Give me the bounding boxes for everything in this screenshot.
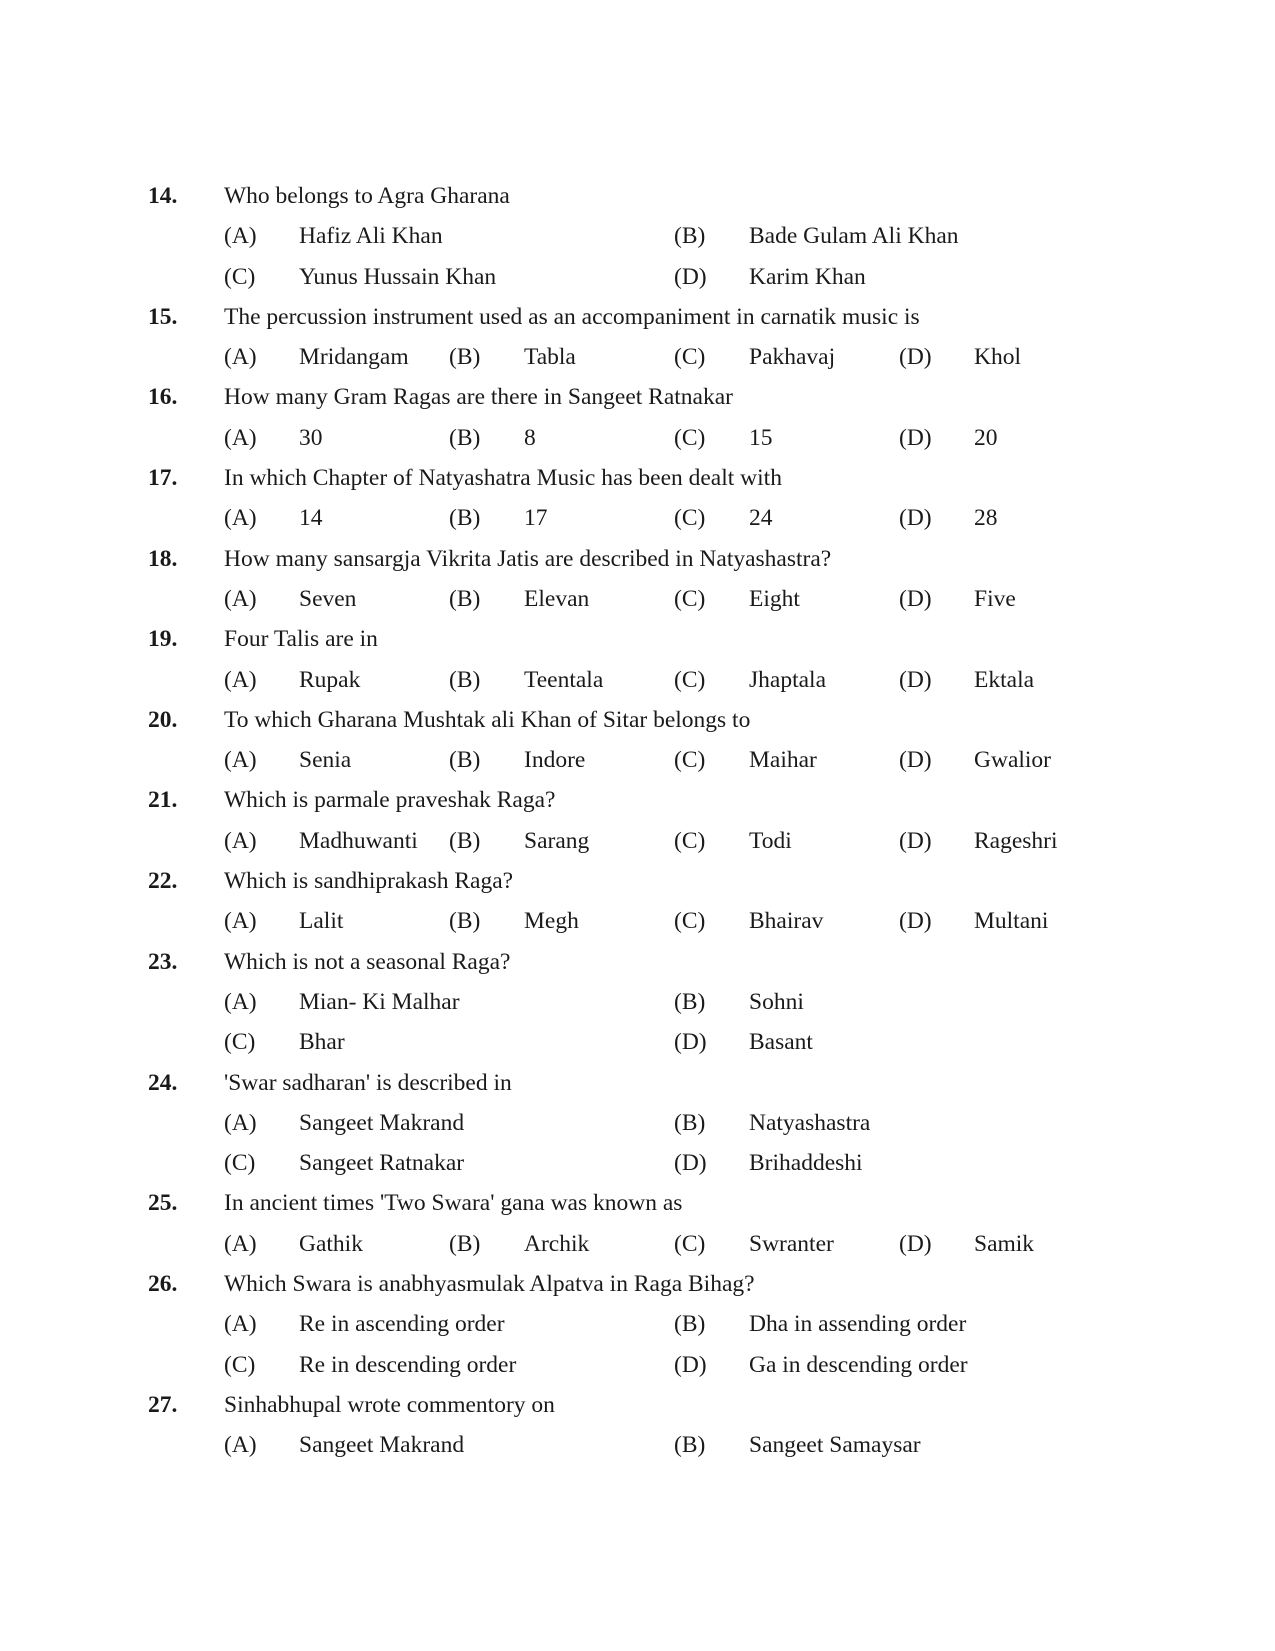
option-letter: (A) bbox=[224, 344, 257, 371]
options-row bbox=[0, 660, 1275, 700]
option-text: Todi bbox=[749, 827, 792, 854]
option-letter: (B) bbox=[449, 666, 481, 693]
option-text: 28 bbox=[974, 505, 998, 532]
option-text: Karim Khan bbox=[749, 263, 866, 290]
option-letter: (C) bbox=[224, 1351, 256, 1378]
question-text: How many sansargja Vikrita Jatis are described in Natyashastra? bbox=[224, 545, 832, 572]
option-text: Ektala bbox=[974, 666, 1035, 693]
option-letter: (C) bbox=[674, 585, 706, 612]
option-letter: (C) bbox=[224, 1029, 256, 1056]
option-text: Jhaptala bbox=[749, 666, 826, 693]
option-text: 14 bbox=[299, 505, 323, 532]
option-text: Tabla bbox=[524, 344, 576, 371]
options-row bbox=[0, 901, 1275, 941]
question-row bbox=[0, 1385, 1275, 1425]
option-letter: (B) bbox=[449, 1230, 481, 1257]
option-text: Yunus Hussain Khan bbox=[299, 263, 497, 290]
option-letter: (C) bbox=[674, 827, 706, 854]
option-letter: (D) bbox=[899, 1230, 932, 1257]
option-letter: (B) bbox=[449, 424, 481, 451]
option-letter: (A) bbox=[224, 424, 257, 451]
question-text: Four Talis are in bbox=[224, 626, 378, 653]
option-letter: (B) bbox=[449, 344, 481, 371]
option-letter: (B) bbox=[449, 747, 481, 774]
question-text: How many Gram Ragas are there in Sangeet Ratnakar bbox=[224, 384, 733, 411]
question-text: Which is sandhiprakash Raga? bbox=[224, 868, 514, 895]
question-row bbox=[0, 539, 1275, 579]
option-letter: (D) bbox=[899, 747, 932, 774]
question-number: 20. bbox=[148, 706, 178, 733]
options-row bbox=[0, 418, 1275, 458]
option-text: Five bbox=[974, 585, 1016, 612]
option-text: Madhuwanti bbox=[299, 827, 418, 854]
option-letter: (A) bbox=[224, 666, 257, 693]
question-number: 25. bbox=[148, 1190, 178, 1217]
option-text: Ga in descending order bbox=[749, 1351, 968, 1378]
option-text: Bhar bbox=[299, 1029, 345, 1056]
option-letter: (A) bbox=[224, 1230, 257, 1257]
option-text: Sangeet Ratnakar bbox=[299, 1150, 465, 1177]
option-text: Rageshri bbox=[974, 827, 1058, 854]
option-letter: (D) bbox=[899, 585, 932, 612]
question-row bbox=[0, 297, 1275, 337]
question-text: Which is not a seasonal Raga? bbox=[224, 948, 511, 975]
question-number: 21. bbox=[148, 787, 178, 814]
option-text: Re in ascending order bbox=[299, 1311, 505, 1338]
option-text: Natyashastra bbox=[749, 1109, 871, 1136]
question-sheet bbox=[0, 176, 1275, 1466]
options-row bbox=[0, 821, 1275, 861]
question-row bbox=[0, 458, 1275, 498]
option-text: Khol bbox=[974, 344, 1021, 371]
option-letter: (A) bbox=[224, 1432, 257, 1459]
option-text: 20 bbox=[974, 424, 998, 451]
options-row bbox=[0, 1425, 1275, 1465]
question-row bbox=[0, 780, 1275, 820]
option-text: 17 bbox=[524, 505, 548, 532]
option-text: Mridangam bbox=[299, 344, 409, 371]
options-row bbox=[0, 1304, 1275, 1344]
options-row bbox=[0, 337, 1275, 377]
question-row bbox=[0, 1063, 1275, 1103]
options-row bbox=[0, 257, 1275, 297]
option-text: Brihaddeshi bbox=[749, 1150, 863, 1177]
option-text: 24 bbox=[749, 505, 773, 532]
option-text: Sarang bbox=[524, 827, 590, 854]
question-number: 24. bbox=[148, 1069, 178, 1096]
option-text: Sangeet Makrand bbox=[299, 1432, 465, 1459]
options-row bbox=[0, 740, 1275, 780]
option-text: 8 bbox=[524, 424, 536, 451]
question-text: To which Gharana Mushtak ali Khan of Sitar belongs to bbox=[224, 706, 751, 733]
question-number: 22. bbox=[148, 868, 178, 895]
option-text: Basant bbox=[749, 1029, 813, 1056]
option-letter: (D) bbox=[674, 1150, 707, 1177]
options-row bbox=[0, 1143, 1275, 1183]
option-text: Mian- Ki Malhar bbox=[299, 988, 460, 1015]
question-text: In which Chapter of Natyashatra Music has been dealt with bbox=[224, 465, 782, 492]
option-letter: (A) bbox=[224, 505, 257, 532]
option-letter: (D) bbox=[899, 344, 932, 371]
option-letter: (D) bbox=[674, 1029, 707, 1056]
option-letter: (A) bbox=[224, 1311, 257, 1338]
option-text: 30 bbox=[299, 424, 323, 451]
option-letter: (C) bbox=[674, 747, 706, 774]
option-letter: (B) bbox=[449, 908, 481, 935]
option-text: Elevan bbox=[524, 585, 590, 612]
question-row bbox=[0, 861, 1275, 901]
question-number: 26. bbox=[148, 1271, 178, 1298]
option-text: Bhairav bbox=[749, 908, 824, 935]
option-text: Dha in assending order bbox=[749, 1311, 967, 1338]
options-row bbox=[0, 579, 1275, 619]
option-letter: (A) bbox=[224, 223, 257, 250]
option-letter: (B) bbox=[674, 988, 706, 1015]
option-text: Multani bbox=[974, 908, 1049, 935]
option-text: Hafiz Ali Khan bbox=[299, 223, 443, 250]
option-letter: (B) bbox=[674, 223, 706, 250]
option-text: Senia bbox=[299, 747, 352, 774]
question-number: 27. bbox=[148, 1391, 178, 1418]
option-text: Sohni bbox=[749, 988, 804, 1015]
option-letter: (C) bbox=[674, 505, 706, 532]
question-row bbox=[0, 619, 1275, 659]
question-row bbox=[0, 1264, 1275, 1304]
option-text: Maihar bbox=[749, 747, 817, 774]
option-text: Seven bbox=[299, 585, 357, 612]
option-text: Pakhavaj bbox=[749, 344, 836, 371]
option-text: Archik bbox=[524, 1230, 590, 1257]
option-text: Swranter bbox=[749, 1230, 834, 1257]
question-text: The percussion instrument used as an accompaniment in carnatik music is bbox=[224, 303, 920, 330]
option-text: Sangeet Makrand bbox=[299, 1109, 465, 1136]
option-letter: (C) bbox=[674, 666, 706, 693]
option-letter: (D) bbox=[899, 908, 932, 935]
options-row bbox=[0, 1224, 1275, 1264]
question-number: 18. bbox=[148, 545, 178, 572]
option-letter: (A) bbox=[224, 827, 257, 854]
question-number: 14. bbox=[148, 183, 178, 209]
option-letter: (B) bbox=[449, 827, 481, 854]
options-row bbox=[0, 1022, 1275, 1062]
options-row bbox=[0, 1103, 1275, 1143]
option-letter: (C) bbox=[674, 424, 706, 451]
option-text: Megh bbox=[524, 908, 579, 935]
question-text: Who belongs to Agra Gharana bbox=[224, 183, 510, 209]
option-letter: (D) bbox=[899, 424, 932, 451]
question-number: 19. bbox=[148, 626, 178, 653]
option-text: Lalit bbox=[299, 908, 344, 935]
options-row bbox=[0, 1345, 1275, 1385]
question-text: Which Swara is anabhyasmulak Alpatva in Raga Bihag? bbox=[224, 1271, 755, 1298]
question-row bbox=[0, 942, 1275, 982]
option-letter: (D) bbox=[674, 1351, 707, 1378]
question-text: In ancient times 'Two Swara' gana was known as bbox=[224, 1190, 683, 1217]
option-text: Indore bbox=[524, 747, 586, 774]
question-number: 15. bbox=[148, 303, 178, 330]
question-text: 'Swar sadharan' is described in bbox=[224, 1069, 512, 1096]
option-text: Bade Gulam Ali Khan bbox=[749, 223, 959, 250]
question-number: 17. bbox=[148, 465, 178, 492]
option-letter: (A) bbox=[224, 585, 257, 612]
option-text: Samik bbox=[974, 1230, 1035, 1257]
option-letter: (D) bbox=[674, 263, 707, 290]
options-row bbox=[0, 982, 1275, 1022]
option-letter: (B) bbox=[674, 1109, 706, 1136]
question-number: 23. bbox=[148, 948, 178, 975]
option-letter: (C) bbox=[224, 1150, 256, 1177]
option-text: Rupak bbox=[299, 666, 361, 693]
question-row bbox=[0, 1183, 1275, 1223]
option-letter: (C) bbox=[224, 263, 256, 290]
question-row bbox=[0, 377, 1275, 417]
options-row bbox=[0, 216, 1275, 256]
option-letter: (A) bbox=[224, 1109, 257, 1136]
option-text: Gathik bbox=[299, 1230, 363, 1257]
option-letter: (B) bbox=[674, 1432, 706, 1459]
option-text: Sangeet Samaysar bbox=[749, 1432, 921, 1459]
question-number: 16. bbox=[148, 384, 178, 411]
option-text: Re in descending order bbox=[299, 1351, 517, 1378]
option-letter: (D) bbox=[899, 505, 932, 532]
option-text: Gwalior bbox=[974, 747, 1052, 774]
option-text: 15 bbox=[749, 424, 773, 451]
question-text: Sinhabhupal wrote commentory on bbox=[224, 1391, 555, 1418]
option-text: Teentala bbox=[524, 666, 604, 693]
option-letter: (C) bbox=[674, 344, 706, 371]
option-letter: (A) bbox=[224, 747, 257, 774]
question-text: Which is parmale praveshak Raga? bbox=[224, 787, 556, 814]
option-letter: (B) bbox=[449, 505, 481, 532]
option-text: Eight bbox=[749, 585, 800, 612]
option-letter: (D) bbox=[899, 666, 932, 693]
question-row bbox=[0, 176, 1275, 216]
options-row bbox=[0, 498, 1275, 538]
option-letter: (B) bbox=[449, 585, 481, 612]
question-row bbox=[0, 700, 1275, 740]
option-letter: (D) bbox=[899, 827, 932, 854]
option-letter: (B) bbox=[674, 1311, 706, 1338]
option-letter: (C) bbox=[674, 1230, 706, 1257]
option-letter: (A) bbox=[224, 908, 257, 935]
option-letter: (A) bbox=[224, 988, 257, 1015]
option-letter: (C) bbox=[674, 908, 706, 935]
